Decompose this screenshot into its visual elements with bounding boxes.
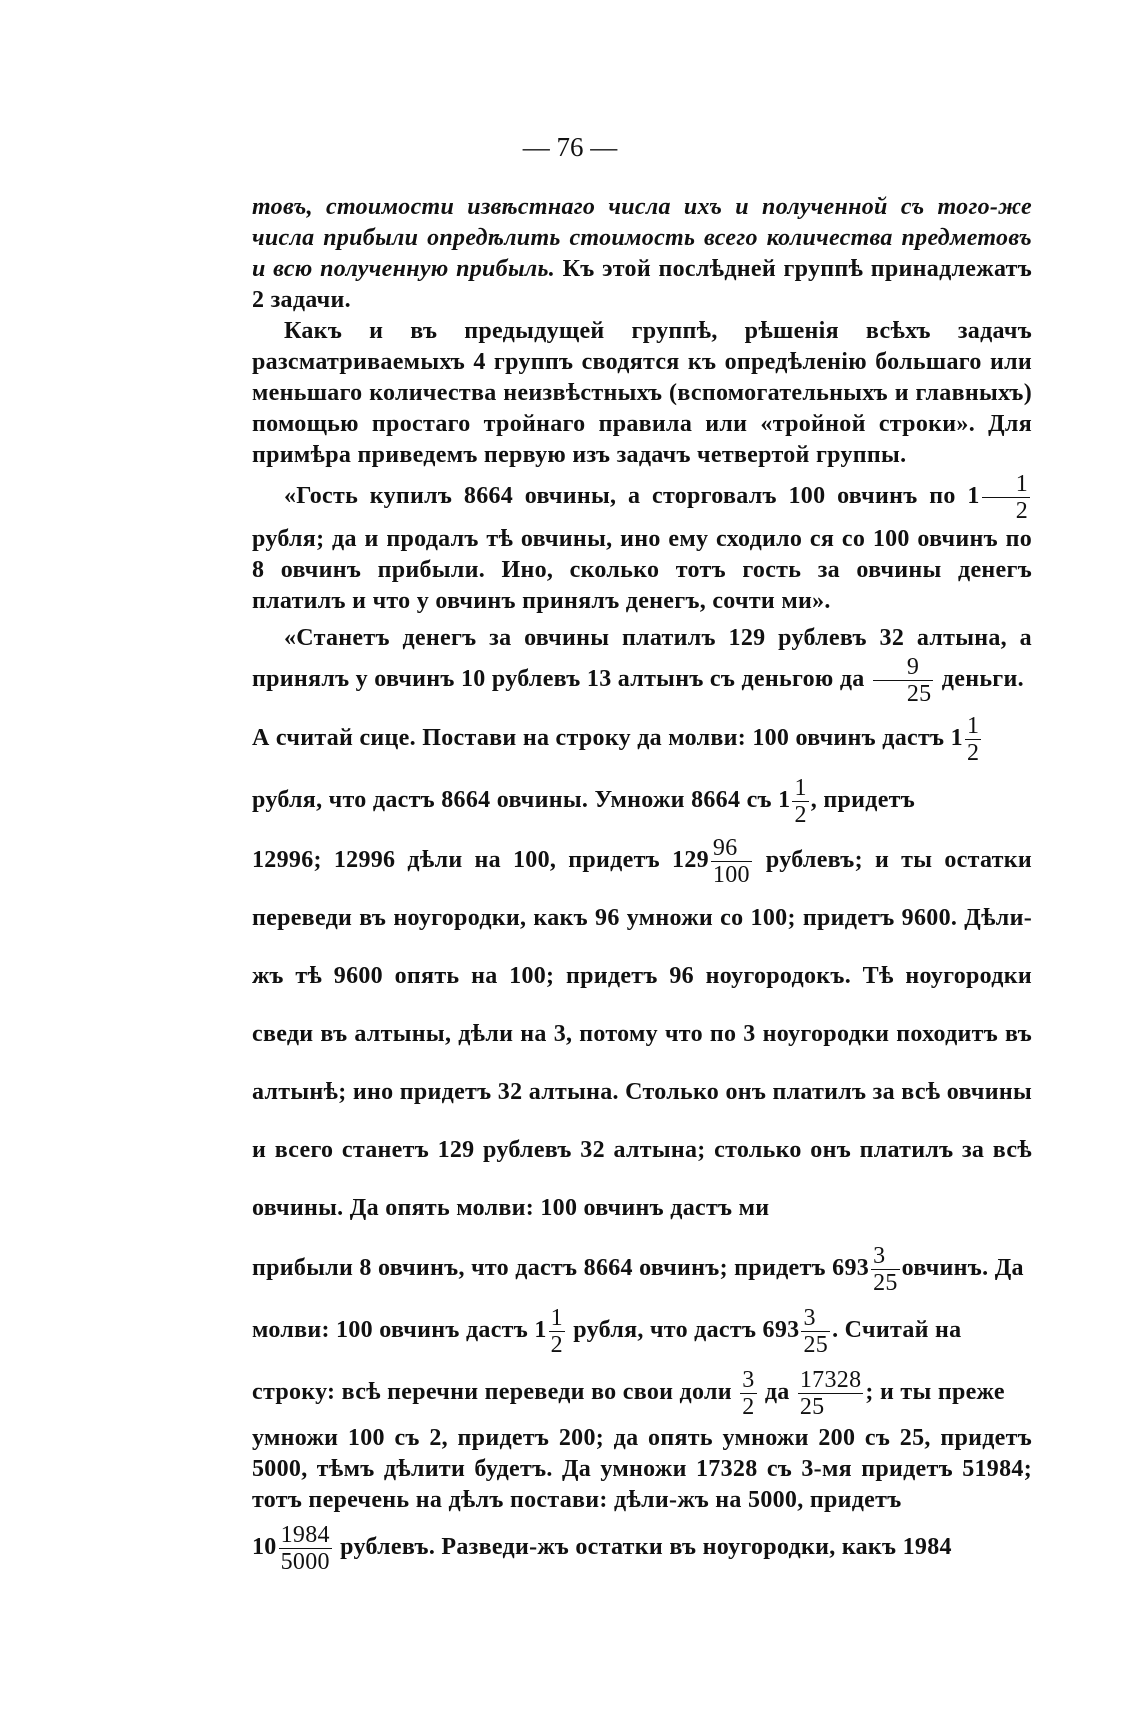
fraction-3-2: $\frac{3}{2}$ [742,1366,755,1420]
fraction-one-half: $\frac{1}{2}$ [982,471,1030,524]
solution-line-5: молви: 100 овчинъ дастъ 1 $\frac{1}{2}$ рубля, что дастъ 693 $\frac{3}{25}$ . Считай на [252,1304,962,1358]
solution-line-8: 10 $\frac{1984}{5000}$ рублевъ. Разведи-жъ остатки въ ноугородки, какъ 1984 [252,1521,952,1575]
page-number: — 76 — [522,132,618,162]
fraction-17328-25: $\frac{17328}{25}$ [799,1366,862,1420]
solution-line-3: 12996; 12996 дѣли на 100, придетъ 129 $\frac{96}{100}$ рублевъ; и ты остатки переведи въ ноугородки, какъ 96 умножи со 100; придетъ 9600. Дѣли-жъ тѣ 9600 опять на 100; придетъ 96 ноугородокъ. Тѣ ноугородки сведи въ алтыны, дѣли на 3, потому что по 3 ноугородки походитъ въ алтынѣ; ино придетъ 32 алтына. Столько онъ платилъ за всѣ овчины и всего станетъ 129 рублевъ 32 алтына; столько онъ платилъ за всѣ овчины. Да опять молви: 100 овчинъ дастъ ми [252,834,1032,1221]
fraction-3-25: $\frac{3}{25}$ [873,1242,898,1296]
fraction-nine-25: $\frac{9}{25}$ [873,654,934,707]
fraction-one-half: $\frac{1}{2}$ [794,774,807,828]
quote-solution: «Станетъ денегъ за овчины платилъ 129 рублевъ 32 алтына, а принялъ у овчинъ 10 рублевъ 13 алтынъ съ деньгою да $\frac{9}{25}$ деньги. [252,625,1032,707]
fraction-3-25: $\frac{3}{25}$ [803,1304,829,1358]
fraction-96-100: $\frac{96}{100}$ [712,834,750,888]
body-text [252,192,1032,1578]
fraction-1984-5000: $\frac{1984}{5000}$ [280,1521,330,1575]
solution-line-2: рубля, что дастъ 8664 овчины. Умножи 8664 съ 1 $\frac{1}{2}$ , придетъ [252,774,916,828]
solution-line-4: прибыли 8 овчинъ, что дастъ 8664 овчинъ; придетъ 693 $\frac{3}{25}$ овчинъ. Да [252,1242,1024,1296]
solution-line-7: умножи 100 съ 2, придетъ 200; да опять умножи 200 съ 25, придетъ 5000, тѣмъ дѣлити будетъ. Да умножи 17328 съ 3-мя придетъ 51984; тотъ перечень на дѣлъ постави: дѣли-жъ на 5000, придетъ [252,1425,1032,1513]
quote-problem: «Гость купилъ 8664 овчины, а сторговалъ 100 овчинъ по 1 $\frac{1}{2}$ рубля; да и продалъ тѣ овчины, ино ему сходило ся со 100 овчинъ по 8 овчинъ прибыли. Ино, сколько тотъ гость за овчины денегъ платилъ и что у овчинъ принялъ денегъ, сочти ми». [252,471,1032,614]
italic-statement: товъ, стоимости извѣстнаго числа ихъ и полученной съ того-же числа прибыли опредѣлить стоимость всего количества предметовъ и всю полученную прибыль. [252,194,1032,282]
fraction-one-half: $\frac{1}{2}$ [966,712,980,766]
solution-line-6: строку: всѣ перечни переведи во свои доли $\frac{3}{2}$ да $\frac{17328}{25}$ ; и ты преже [252,1366,1005,1420]
solution-line-1: А считай сице. Постави на строку да молви: 100 овчинъ дастъ 1 $\frac{1}{2}$ [252,712,980,766]
group-note: Къ этой послѣдней группѣ принадлежатъ 2 задачи. [252,256,1032,313]
fraction-one-half: $\frac{1}{2}$ [550,1304,563,1358]
paragraph-1 [252,192,1032,316]
paragraph-2: Какъ и въ предыдущей группѣ, рѣшенія всѣхъ задачъ разсматриваемыхъ 4 группъ сводятся къ опредѣленію большаго или меньшаго количества неизвѣстныхъ (вспомогательныхъ и главныхъ) помощью простаго тройнаго правила или «тройной строки». Для примѣра приведемъ первую изъ задачъ четвертой группы. [252,318,1032,468]
